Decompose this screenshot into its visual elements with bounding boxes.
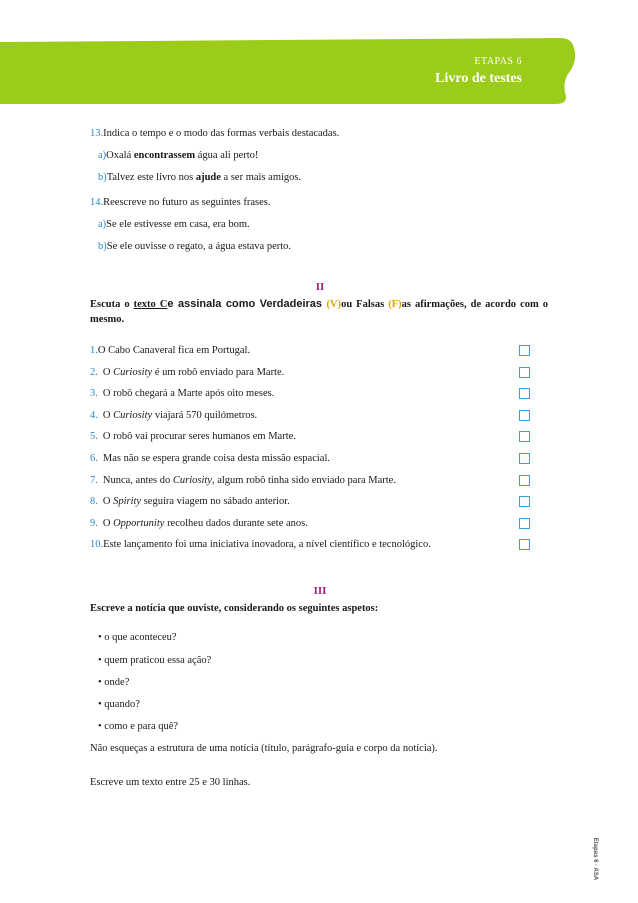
true-marker: (V) [326,299,342,310]
length-note: Escreve um texto entre 25 e 30 linhas. [90,777,251,788]
statement-item [90,518,308,529]
instruction-text: e assinala como Verdadeiras [167,298,327,310]
section-heading-ii: II [315,281,325,293]
item-letter: b) [98,172,107,183]
tf-checkbox[interactable] [519,518,530,529]
instruction-text: as afirmações, de acordo com o mesmo. [90,299,548,325]
tf-checkbox[interactable] [519,410,530,421]
statement-number: 7. [90,474,98,486]
tf-checkbox[interactable] [519,496,530,507]
question-prompt: Reescreve no futuro as seguintes frases. [103,197,271,208]
item-text: a ser mais amigos. [220,172,302,183]
statement-item [90,475,396,486]
statement-text: viajará 570 quilómetros. [152,409,258,421]
statement-text: , algum robô tinha sido enviado para Marte. [211,474,396,486]
side-mark-text: Etapas 6 · ASA [592,837,599,881]
statement-item [90,539,431,550]
statement-text: é um robô enviado para Marte. [152,366,285,378]
question-14-b [98,241,291,252]
tf-checkbox[interactable] [519,475,530,486]
tf-checkbox[interactable] [519,345,530,356]
question-13-b [98,172,301,183]
question-number: 13. [90,128,104,139]
false-marker: (F) [388,299,402,310]
tf-checkbox[interactable] [519,367,530,378]
question-13 [90,128,339,139]
statement-text: O [102,496,114,508]
statement-text: O robô chegará a Marte após oito meses. [102,388,275,400]
question-number: 14. [90,197,104,208]
statement-number: 3. [90,388,98,400]
item-text: Talvez este livro nos [106,172,196,183]
robot-name: Opportunity [113,517,165,529]
statement-number: 10. [90,539,104,551]
item-letter: b) [98,241,107,252]
item-text: Se ele ouvisse o regato, a água estava perto. [106,241,292,252]
statement-text: O robô vai procurar seres humanos em Marte. [102,431,296,443]
statement-text: O [102,366,114,378]
instruction-text: ou Falsas [341,299,389,310]
question-13-a [98,150,258,161]
statement-item [90,367,284,378]
bullet-item: • quando? [98,699,140,710]
robot-name: Curiosity [113,409,153,421]
item-text: Se ele estivesse em casa, era bom. [106,219,250,230]
statement-number: 6. [90,453,98,464]
side-publisher-mark [588,838,602,886]
highlighted-verb: encontrassem [133,150,196,161]
statement-number: 9. [90,517,98,529]
highlighted-verb: ajude [195,172,221,183]
statement-text: O Cabo Canaveral fica em Portugal. [97,345,251,356]
bullet-item: • como e para quê? [98,721,179,732]
statement-item [90,431,296,442]
statement-item [90,410,257,421]
instruction-text-link: texto C [133,299,168,310]
statement-text: O [102,517,114,529]
item-letter: a) [98,150,107,161]
instruction-text: Escuta o [90,299,134,310]
statement-text: Nunca, antes do [102,474,173,486]
statement-text: O [102,409,114,421]
header-banner [0,38,580,104]
statement-item [90,496,290,507]
statement-number: 5. [90,431,98,443]
tf-checkbox[interactable] [519,388,530,399]
bullet-item: • onde? [98,677,130,688]
bullet-item: • quem praticou essa ação? [98,655,212,666]
item-letter: a) [98,219,107,230]
statement-item [90,453,330,464]
series-label: ETAPAS 6 [474,56,522,67]
statement-number: 4. [90,409,98,421]
tf-checkbox[interactable] [519,539,530,550]
section-iii-instruction: Escreve a notícia que ouviste, considerando os seguintes aspetos: [90,603,379,614]
item-text: água ali perto! [195,150,259,161]
statement-text: Mas não se espera grande coisa desta missão espacial. [102,453,330,464]
item-text: Oxalá [106,150,134,161]
robot-name: Curiosity [172,474,212,486]
question-14-a [98,219,250,230]
robot-name: Spirity [113,496,142,508]
statement-number: 1. [90,345,98,356]
statement-text: Este lançamento foi uma iniciativa inovadora, a nível científico e tecnológico. [103,539,431,551]
bullet-item: • o que aconteceu? [98,632,177,643]
tf-checkbox[interactable] [519,431,530,442]
statement-item [90,345,250,356]
statement-text: seguira viagem no sábado anterior. [141,496,290,508]
structure-note: Não esqueças a estrutura de uma notícia (título, parágrafo-guia e corpo da notícia). [90,743,438,754]
book-title: Livro de testes [435,71,522,86]
tf-checkbox[interactable] [519,453,530,464]
question-prompt: Indica o tempo e o modo das formas verbais destacadas. [103,128,340,139]
statement-number: 8. [90,496,98,508]
section-ii-instruction [90,297,548,327]
section-heading-iii: III [313,585,327,597]
statement-item [90,388,274,399]
statement-text: recolheu dados durante sete anos. [164,517,308,529]
question-14 [90,197,270,208]
statement-number: 2. [90,366,98,378]
robot-name: Curiosity [113,366,153,378]
